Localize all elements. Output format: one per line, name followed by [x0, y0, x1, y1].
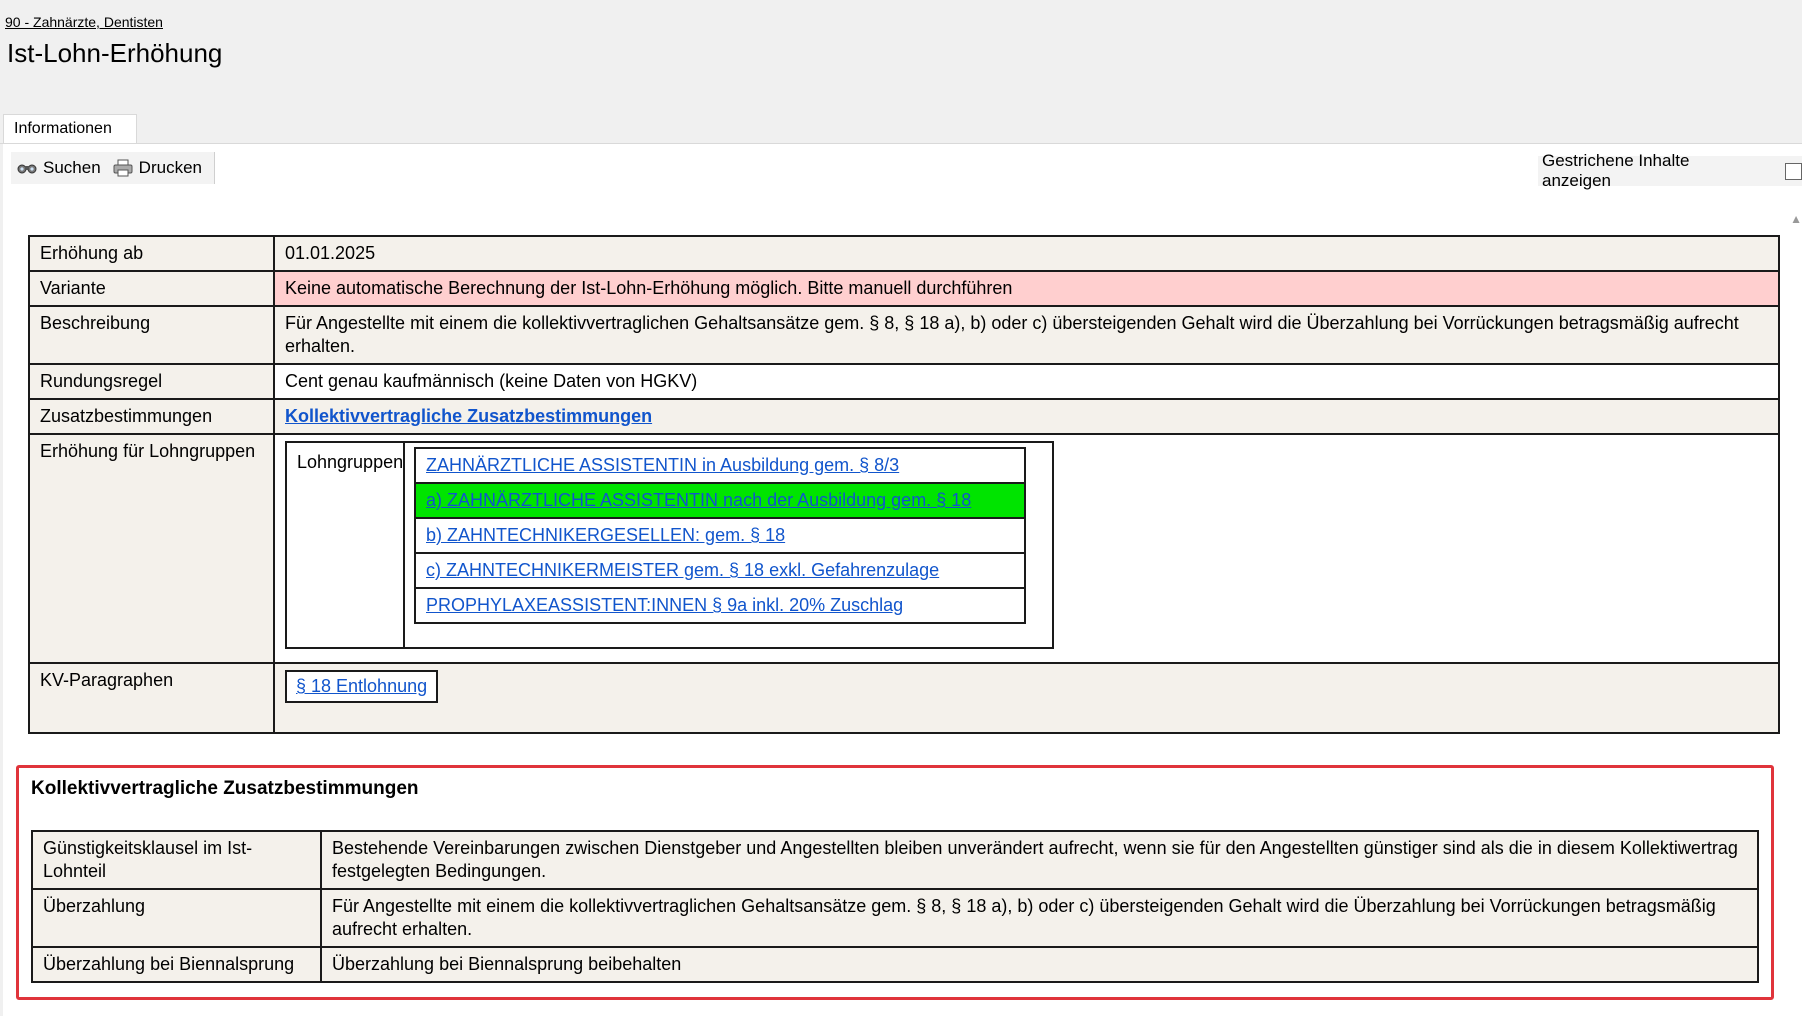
zusatz-label: Überzahlung bei Biennalsprung [32, 947, 321, 982]
toolbar [11, 152, 215, 184]
search-button[interactable] [11, 158, 107, 178]
row-rundungsregel [29, 364, 1779, 399]
print-label: Drucken [138, 158, 202, 177]
label-kv-paragraphen: KV-Paragraphen [29, 663, 274, 733]
lohngruppe-item [415, 448, 1025, 483]
zusatz-value: Bestehende Vereinbarungen zwischen Dienstgeber und Angestellten bleiben unverändert aufrecht, wenn sie für den Angestellten günstiger sind als die in diesem Kollektiwertrag festgelegten Bedingungen. [321, 831, 1758, 889]
value-erhoehung-ab: 01.01.2025 [274, 236, 1779, 271]
lohngruppe-link[interactable]: ZAHNÄRZTLICHE ASSISTENTIN in Ausbildung gem. § 8/3 [426, 455, 900, 475]
label-variante: Variante [29, 271, 274, 306]
row-kv-paragraphen [29, 663, 1779, 733]
row-variante [29, 271, 1779, 306]
lohngruppen-inner-label: Lohngruppen [287, 443, 405, 647]
label-rundungsregel: Rundungsregel [29, 364, 274, 399]
show-struck-toggle[interactable] [1538, 151, 1802, 190]
row-lohngruppen [29, 434, 1779, 663]
content-panel [3, 144, 1802, 1016]
table-row [32, 889, 1758, 947]
binoculars-icon [17, 161, 37, 175]
table-row [32, 831, 1758, 889]
scroll-up-icon[interactable]: ▲ [1790, 212, 1802, 226]
lohngruppe-link[interactable]: PROPHYLAXEASSISTENT:INNEN § 9a inkl. 20% Zuschlag [426, 595, 904, 615]
search-label: Suchen [43, 158, 101, 177]
show-struck-label: Gestrichene Inhalte anzeigen [1542, 151, 1690, 190]
lohngruppe-item [415, 518, 1025, 553]
breadcrumb[interactable]: 90 - Zahnärzte, Dentisten [5, 14, 163, 30]
label-lohngruppen: Erhöhung für Lohngruppen [29, 434, 274, 663]
kv-paragraph-link[interactable]: § 18 Entlohnung [296, 676, 428, 696]
label-beschreibung: Beschreibung [29, 306, 274, 364]
row-zusatzbestimmungen [29, 399, 1779, 434]
lohngruppe-item-highlighted [415, 483, 1025, 518]
lohngruppen-list [405, 443, 1035, 647]
zusatz-label: Überzahlung [32, 889, 321, 947]
value-lohngruppen [274, 434, 1779, 663]
lohngruppen-box [285, 441, 1054, 649]
print-button[interactable] [107, 158, 208, 178]
info-table [28, 235, 1780, 734]
show-struck-checkbox[interactable] [1785, 163, 1802, 180]
zusatzbestimmungen-section [16, 765, 1774, 1000]
value-zusatzbestimmungen [274, 399, 1779, 434]
lohngruppe-item [415, 588, 1025, 623]
lohngruppe-link[interactable]: b) ZAHNTECHNIKERGESELLEN: gem. § 18 [426, 525, 786, 545]
row-erhoehung-ab [29, 236, 1779, 271]
value-variante: Keine automatische Berechnung der Ist-Lohn-Erhöhung möglich. Bitte manuell durchführen [274, 271, 1779, 306]
lohngruppe-link[interactable]: c) ZAHNTECHNIKERMEISTER gem. § 18 exkl. Gefahrenzulage [426, 560, 940, 580]
zusatzbestimmungen-link[interactable]: Kollektivvertragliche Zusatzbestimmungen [285, 406, 653, 426]
zusatz-value: Für Angestellte mit einem die kollektivvertraglichen Gehaltsansätze gem. § 8, § 18 a), b) oder c) übersteigenden Gehalt wird die Überzahlung bei Vorrückungen betragsmäßig aufrecht erhalten. [321, 889, 1758, 947]
lohngruppe-link[interactable]: a) ZAHNÄRZTLICHE ASSISTENTIN nach der Ausbildung gem. § 18 [426, 490, 972, 510]
tab-informationen[interactable]: Informationen [3, 114, 137, 144]
value-rundungsregel: Cent genau kaufmännisch (keine Daten von HGKV) [274, 364, 1779, 399]
zusatzbestimmungen-heading: Kollektivvertragliche Zusatzbestimmungen [31, 778, 419, 799]
printer-icon [113, 159, 133, 177]
page-title: Ist-Lohn-Erhöhung [7, 38, 223, 68]
value-beschreibung: Für Angestellte mit einem die kollektivvertraglichen Gehaltsansätze gem. § 8, § 18 a), b) oder c) übersteigenden Gehalt wird die Überzahlung bei Vorrückungen betragsmäßig aufrecht erhalten. [274, 306, 1779, 364]
zusatz-value: Überzahlung bei Biennalsprung beibehalten [321, 947, 1758, 982]
table-row [32, 947, 1758, 982]
zusatz-label: Günstigkeitsklausel im Ist-Lohnteil [32, 831, 321, 889]
value-kv-paragraphen [274, 663, 1779, 733]
kv-paragraph-box [285, 670, 438, 703]
zusatzbestimmungen-table [31, 830, 1759, 983]
label-zusatzbestimmungen: Zusatzbestimmungen [29, 399, 274, 434]
row-beschreibung [29, 306, 1779, 364]
label-erhoehung-ab: Erhöhung ab [29, 236, 274, 271]
lohngruppe-item [415, 553, 1025, 588]
